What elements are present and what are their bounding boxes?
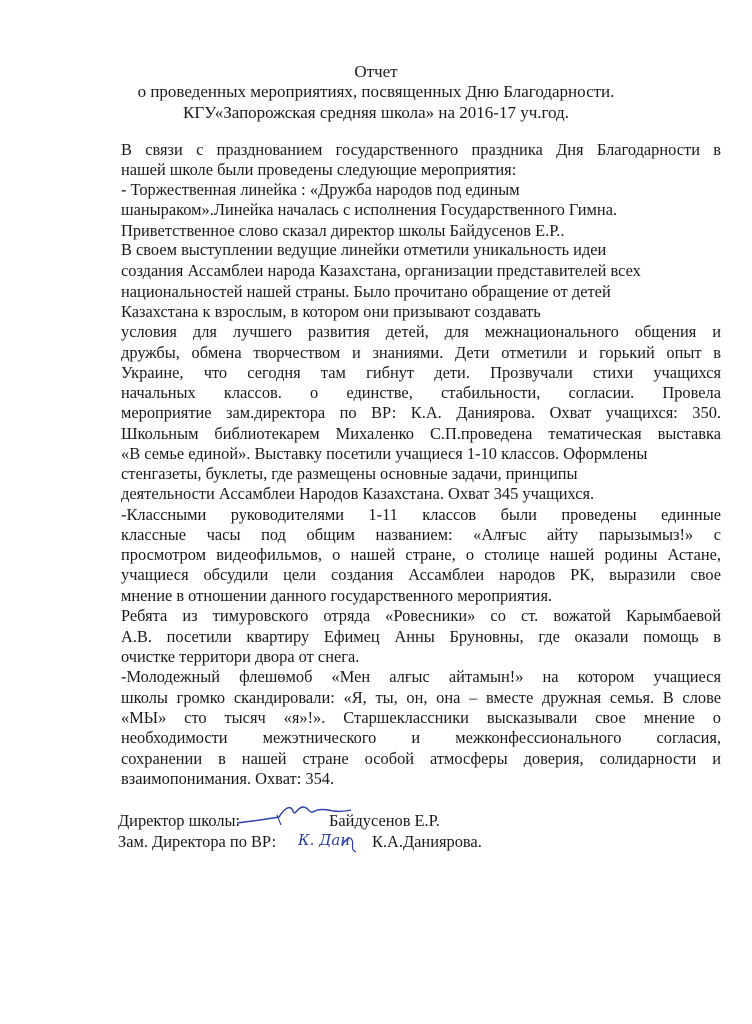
- body-line: -Молодежный флешөмоб «Мен алғыс айтамын!» на котором учащиеся: [121, 667, 721, 686]
- body-line: Украине, что сегодня там гибнут дети. Прозвучали стихи учащихся: [121, 363, 721, 382]
- body-line: стенгазеты, буклеты, где размещены основные задачи, принципы: [121, 464, 578, 483]
- body-line: создания Ассамблеи народа Казахстана, организации представителей всех: [121, 261, 641, 280]
- body-line: дружбы, обмена творчеством и знаниями. Дети отметили и горький опыт в: [121, 343, 721, 362]
- deputy-label: Зам. Директора по ВР:: [118, 832, 277, 851]
- body-line: А.В. посетили квартиру Ефимец Анны Бруновны, где оказали помощь в: [121, 627, 721, 646]
- body-line: взаимопонимания. Охват: 354.: [121, 769, 335, 788]
- deputy-signature-flourish: [340, 832, 362, 856]
- body-line: очистке территори двора от снега.: [121, 647, 360, 666]
- body-line: национальностей нашей страны. Было прочитано обращение от детей: [121, 282, 611, 301]
- body-line: нашей школе были проведены следующие мероприятия:: [121, 160, 517, 179]
- body-line: условия для лучшего развития детей, для межнационального общения и: [121, 322, 721, 341]
- director-label: Директор школы:: [118, 811, 241, 830]
- body-line: мероприятие зам.директора по ВР: К.А. Даниярова. Охват учащихся: 350.: [121, 403, 721, 422]
- body-line: мнение в отношении данного государственного мероприятия.: [121, 586, 553, 605]
- school-line: КГУ«Запорожская средняя школа» на 2016-17 уч.год.: [183, 103, 569, 122]
- body-line: Школьным библиотекарем Михаленко С.П.проведена тематическая выставка: [121, 424, 721, 443]
- body-line: «В семье единой». Выставку посетили учащиеся 1-10 классов. Оформлены: [121, 444, 648, 463]
- body-line: «МЫ» сто тысяч «я»!». Старшеклассники высказывали свое мнение о: [121, 708, 721, 727]
- body-line: деятельности Ассамблеи Народов Казахстана. Охват 345 учащихся.: [121, 484, 595, 503]
- deputy-signature-row: [118, 832, 538, 862]
- body-line: сохранении в нашей стране особой атмосферы доверия, солидарности и: [121, 749, 721, 768]
- body-line: В связи с празднованием государственного праздника Дня Благодарности в: [121, 140, 721, 159]
- report-title: Отчет: [354, 62, 398, 81]
- body-line: начальных классов. о единстве, стабильности, согласии. Провела: [121, 383, 721, 402]
- deputy-handwritten-signature: К. Дан: [298, 831, 351, 849]
- body-line: -Классными руководителями 1-11 классов были проведены единные: [121, 505, 721, 524]
- report-subtitle: о проведенных мероприятиях, посвященных Дню Благодарности.: [137, 82, 615, 101]
- body-line: Ребята из тимуровского отряда «Ровесники» со ст. вожатой Карымбаевой: [121, 606, 721, 625]
- body-line: учащиеся обсудили цели создания Ассамблеи народов РК, выразили свое: [121, 565, 721, 584]
- body-line: шаныраком».Линейка началась с исполнения Государственного Гимна.: [121, 200, 618, 219]
- body-line: необходимости межэтнического и межконфессионального согласия,: [121, 728, 721, 747]
- deputy-name: К.А.Даниярова.: [372, 832, 482, 851]
- body-line: - Торжественная линейка : «Дружба народов под единым: [121, 180, 520, 199]
- body-line: школы громко скандировали: «Я, ты, он, она – вместе дружная семья. В слове: [121, 688, 721, 707]
- body-line: просмотром видеофильмов, о нашей стране, о столице нашей родины Астане,: [121, 545, 721, 564]
- body-line: В своем выступлении ведущие линейки отметили уникальность идеи: [121, 240, 607, 259]
- body-line: Приветственное слово сказал директор школы Байдусенов Е.Р..: [121, 221, 565, 240]
- body-line: классные часы под общим названием: «Алғыс айту парызымыз!» с: [121, 525, 721, 544]
- director-name: Байдусенов Е.Р.: [329, 811, 440, 830]
- body-line: Казахстана к взрослым, в котором они призывают создавать: [121, 302, 541, 321]
